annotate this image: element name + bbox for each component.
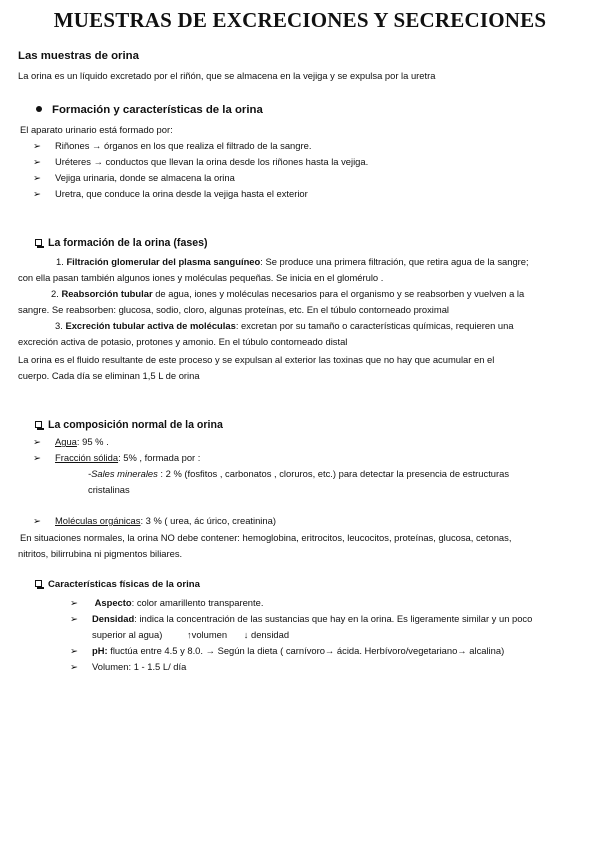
fases-summary-2: cuerpo. Cada día se eliminan 1,5 L de orina <box>18 370 200 381</box>
aspecto-text: : color amarillento transparente. <box>131 597 264 608</box>
list-item <box>70 595 263 611</box>
fase-step-2-cont: sangre. Se reabsorben: glucosa, sodio, cloro, algunas proteínas, etc. En el túbulo contorneado proximal <box>18 304 449 315</box>
ph-text: fluctúa entre 4.5 y 8.0. → Según la dieta ( carnívoro→ ácida. Herbívoro/vegetariano→ alcalina) <box>107 645 505 656</box>
agua-value: : 95 % . <box>76 436 109 447</box>
arrow-bullet-icon: ➢ <box>33 436 41 447</box>
solida-value: : 5% , formada por : <box>118 452 201 463</box>
fase-step-1-cont: con ella pasan también algunos iones y moléculas pequeñas. Se inicia en el glomérulo . <box>18 272 384 283</box>
ph-label: pH: <box>92 645 108 656</box>
aspecto-label: Aspecto <box>94 597 132 608</box>
step-title: Filtración glomerular del plasma sanguíneo <box>66 256 261 267</box>
sales-line-1 <box>88 466 509 482</box>
list-item <box>33 154 368 170</box>
densidad-volumen: volumen <box>191 629 228 640</box>
formacion-heading-text: Formación y características de la orina <box>52 104 263 116</box>
item-arrow: → <box>93 156 103 167</box>
arrow-bullet-icon: ➢ <box>33 140 41 151</box>
arrow-bullet-icon: ➢ <box>33 188 41 199</box>
item-term: Uretra, <box>55 188 84 199</box>
intro-text: La orina es un líquido excretado por el riñón, que se almacena en la vejiga y se expulsa por la uretra <box>18 70 436 81</box>
densidad-text: : indica la concentración de las sustancias que hay en la orina. Es ligeramente similar y un poco <box>134 613 533 624</box>
section-heading-orina: Las muestras de orina <box>18 50 139 62</box>
arrow-bullet-icon: ➢ <box>70 661 78 672</box>
checkbox-bullet-icon <box>35 580 42 587</box>
step-text: : excretan por su tamaño o características químicas, requieren una <box>235 320 514 331</box>
list-item <box>33 170 235 186</box>
list-item <box>70 659 186 675</box>
sales-text: : 2 % (fosfitos , carbonatos , cloruros, etc.) para detectar la presencia de estructuras <box>157 468 510 479</box>
item-arrow: → <box>92 140 102 151</box>
list-item <box>33 138 311 154</box>
step-text: : Se produce una primera filtración, que retira agua de la sangre; <box>260 256 529 267</box>
fases-heading-text: La formación de la orina (fases) <box>48 237 208 249</box>
sales-label: -Sales minerales <box>88 468 158 479</box>
arrow-down-icon: ↓ <box>243 629 249 640</box>
fase-step-2 <box>51 286 524 302</box>
densidad-text-2: superior al agua) <box>92 629 163 640</box>
list-item <box>33 450 200 466</box>
item-text: donde se almacena la orina <box>119 172 235 183</box>
normal-line-2: nitritos, bilirrubina ni pigmentos biliares. <box>18 548 183 559</box>
item-term: Uréteres <box>55 156 91 167</box>
fases-summary-1: La orina es el fluido resultante de este proceso y se expulsan al exterior las toxinas que no hay que acumular en el <box>18 354 495 365</box>
section-heading-fisicas <box>35 577 200 593</box>
fase-step-1 <box>56 254 529 270</box>
checkbox-bullet-icon <box>35 239 42 246</box>
arrow-up-icon: ↑ <box>186 629 192 640</box>
organicas-value: : 3 % ( urea, ác úrico, creatinina) <box>140 515 276 526</box>
list-item <box>33 513 276 529</box>
list-item <box>70 643 504 659</box>
fase-step-3-cont: excreción activa de potasio, protones y amonio. En el túbulo contorneado distal <box>18 336 348 347</box>
volumen-text: Volumen: 1 - 1.5 L/ día <box>92 661 187 672</box>
step-text: de agua, iones y moléculas necesarios para el organismo y se reabsorben y vuelven a la <box>155 288 525 299</box>
item-term: Vejiga urinaria, <box>55 172 118 183</box>
step-title: Reabsorción tubular <box>61 288 153 299</box>
fisicas-heading-text: Características físicas de la orina <box>48 579 200 590</box>
arrow-bullet-icon: ➢ <box>33 172 41 183</box>
step-title: Excreción tubular activa de moléculas <box>65 320 236 331</box>
arrow-bullet-icon: ➢ <box>70 597 78 608</box>
agua-label: Agua <box>55 436 77 447</box>
step-number: 2. <box>51 288 59 299</box>
step-number: 1. <box>56 256 64 267</box>
list-item <box>33 434 109 450</box>
list-item <box>70 611 532 627</box>
section-heading-fases <box>35 236 208 252</box>
step-number: 3. <box>55 320 63 331</box>
item-term: Riñones <box>55 140 90 151</box>
arrow-bullet-icon: ➢ <box>33 156 41 167</box>
solida-label: Fracción sólida <box>55 452 119 463</box>
section-heading-formacion <box>36 103 263 119</box>
arrow-bullet-icon: ➢ <box>33 452 41 463</box>
densidad-label: Densidad <box>92 613 135 624</box>
normal-line-1: En situaciones normales, la orina NO debe contener: hemoglobina, eritrocitos, leucocitos, proteínas, glucosa, cetonas, <box>20 532 512 543</box>
item-text: conductos que llevan la orina desde los riñones hasta la vejiga. <box>105 156 369 167</box>
sales-line-2: cristalinas <box>88 484 130 495</box>
densidad-densidad: densidad <box>251 629 290 640</box>
composicion-heading-text: La composición normal de la orina <box>48 419 223 431</box>
item-text: que conduce la orina desde la vejiga hasta el exterior <box>86 188 308 199</box>
list-item <box>33 186 308 202</box>
formacion-lead: El aparato urinario está formado por: <box>20 124 173 135</box>
checkbox-bullet-icon <box>35 421 42 428</box>
page-title: MUESTRAS DE EXCRECIONES Y SECRECIONES <box>53 8 547 32</box>
item-text: órganos en los que realiza el filtrado de la sangre. <box>104 140 312 151</box>
bullet-dot-icon <box>36 106 42 112</box>
arrow-bullet-icon: ➢ <box>70 645 78 656</box>
section-heading-composicion <box>35 418 223 434</box>
arrow-bullet-icon: ➢ <box>70 613 78 624</box>
fase-step-3 <box>55 318 514 334</box>
arrow-bullet-icon: ➢ <box>33 515 41 526</box>
organicas-label: Moléculas orgánicas <box>55 515 141 526</box>
densidad-line-2 <box>92 627 289 643</box>
